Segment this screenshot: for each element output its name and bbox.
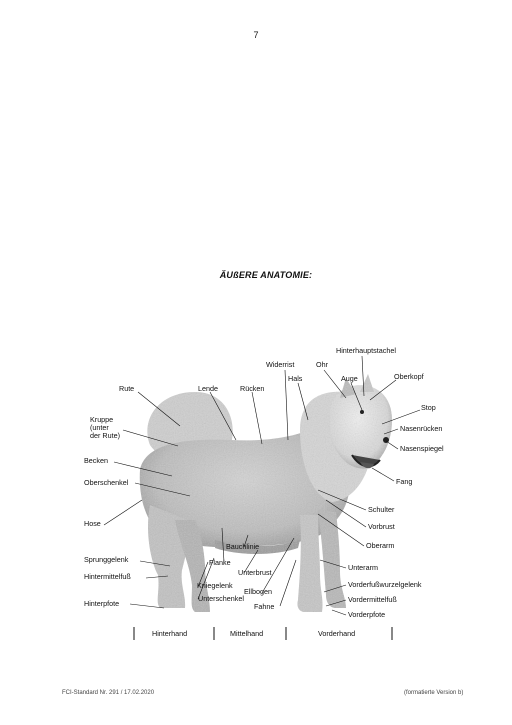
label-hals: Hals — [288, 374, 303, 383]
footer-version: (formatierte Version b) — [404, 690, 464, 696]
label-becken: Becken — [84, 456, 108, 465]
label-unterarm: Unterarm — [348, 563, 378, 572]
label-nasenruecken: Nasenrücken — [400, 424, 443, 433]
label-unterschenkel: Unterschenkel — [198, 594, 244, 603]
page-number: 7 — [253, 30, 259, 40]
region-mittelhand: Mittelhand — [230, 629, 264, 638]
label-oberschenkel: Oberschenkel — [84, 478, 129, 487]
label-ohr: Ohr — [316, 360, 328, 369]
label-ellbogen: Ellbogen — [244, 587, 272, 596]
label-oberarm: Oberarm — [366, 541, 395, 550]
label-fahne: Fahne — [254, 602, 275, 611]
label-kniegelenk: Kniegelenk — [197, 581, 233, 590]
label-hinterpfote: Hinterpfote — [84, 599, 120, 608]
label-fang: Fang — [396, 477, 413, 486]
label-widerrist: Widerrist — [266, 360, 295, 369]
label-hose: Hose — [84, 519, 101, 528]
label-nasenspiegel: Nasenspiegel — [400, 444, 444, 453]
label-hinterhauptstachel: Hinterhauptstachel — [336, 346, 396, 355]
label-vordermittelfuss: Vordermittelfuß — [348, 595, 397, 604]
eye-mark — [360, 410, 364, 414]
label-ruecken: Rücken — [240, 384, 265, 393]
label-stop: Stop — [421, 403, 436, 412]
label-kruppe: Kruppe (unter der Rute) — [90, 415, 120, 440]
label-hintermittelfuss: Hintermittelfuß — [84, 572, 131, 581]
label-unterbrust: Unterbrust — [238, 568, 272, 577]
region-vorderhand: Vorderhand — [318, 629, 356, 638]
label-oberkopf: Oberkopf — [394, 372, 424, 381]
label-vorbrust: Vorbrust — [368, 522, 395, 531]
label-vorderpfote: Vorderpfote — [348, 610, 386, 619]
footer-standard: FCI-Standard Nr. 291 / 17.02.2020 — [62, 690, 155, 696]
front-leg-far — [318, 510, 346, 608]
label-schulter: Schulter — [368, 505, 395, 514]
label-vorderfusswurzelgelenk: Vorderfußwurzelgelenk — [348, 580, 422, 589]
label-flanke: Flanke — [209, 558, 231, 567]
label-rute: Rute — [119, 384, 135, 393]
label-auge: Auge — [341, 374, 358, 383]
label-lende: Lende — [198, 384, 218, 393]
section-title: ÄUßERE ANATOMIE: — [219, 270, 313, 280]
label-sprunggelenk: Sprunggelenk — [84, 555, 129, 564]
label-bauchlinie: Bauchlinie — [226, 542, 260, 551]
region-hinterhand: Hinterhand — [152, 629, 188, 638]
ear-right — [360, 374, 374, 392]
